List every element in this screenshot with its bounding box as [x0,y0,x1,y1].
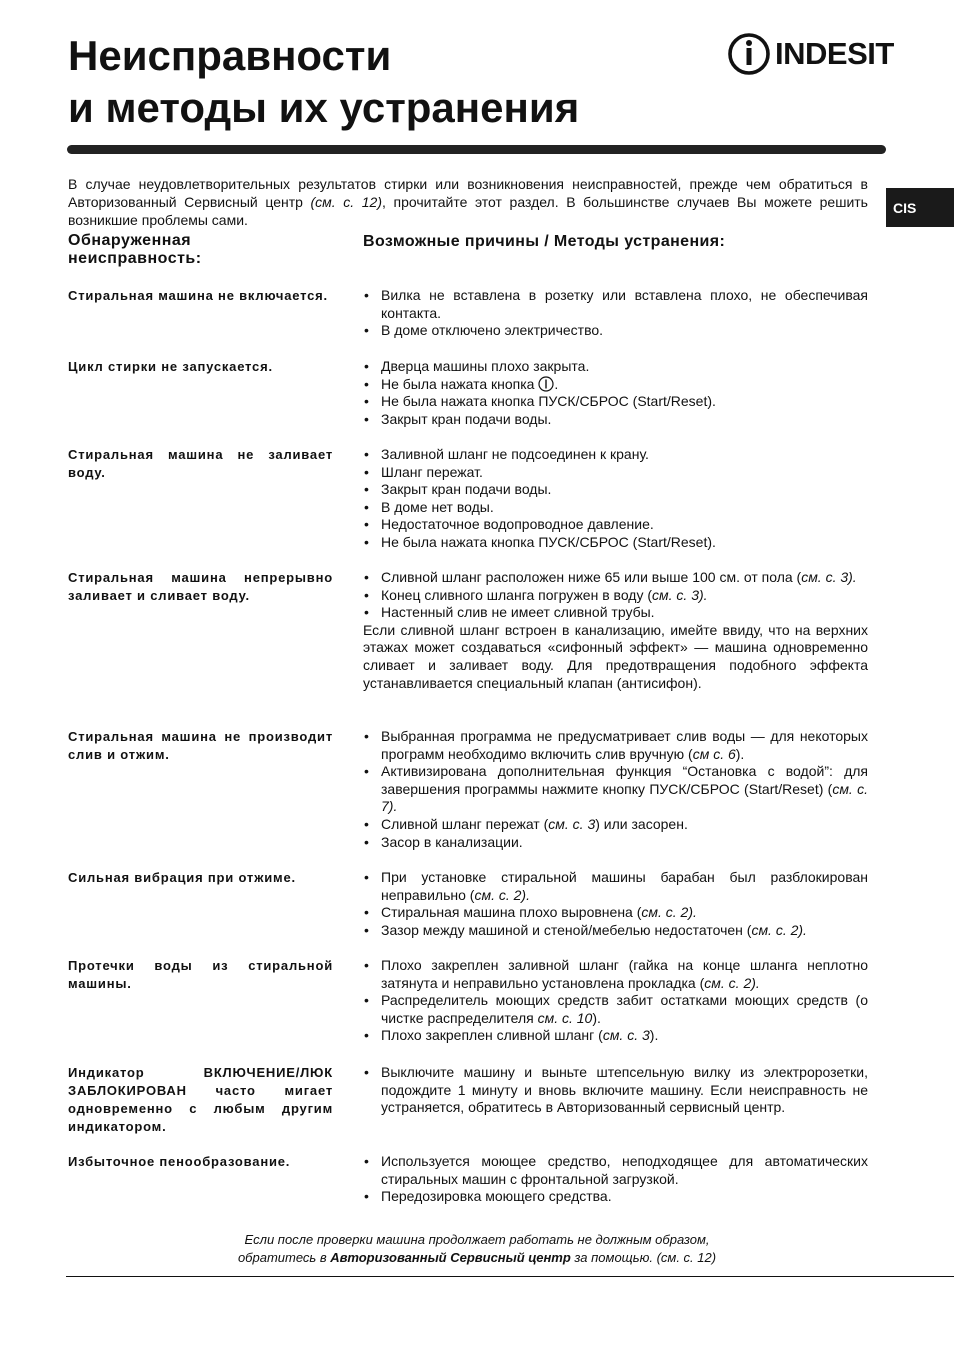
cause-text: Закрыт кран подачи воды. [381,481,552,498]
cause-text: Дверца машины плохо закрыта. [381,358,590,374]
cause-text: Вилка не вставлена в розетку или вставлена плохо, не обеспечивая контакта. [381,287,868,321]
causes-list [363,1064,868,1117]
cause-text-end: ). [649,1027,659,1044]
cause-reference: см. с. 2). [751,921,807,938]
cause-text: Выключите машину и выньте штепсельную вилку из электророзетки, подождите 1 минуту и вновь включите машину. Если неисправность не устраняется, обратитесь в Авторизованный сервисный центр. [381,1064,868,1116]
cause-item [363,728,868,763]
cause-text: Активизирована дополнительная функция “Остановка с водой”: для завершения программы нажмите кнопку ПУСК/СБРОС (Start/Reset) ( [381,763,868,797]
cause-text: Не была нажата кнопка ПУСК/СБРОС (Start/Reset). [381,533,716,550]
cause-item [363,957,868,992]
cause-item [363,287,868,322]
cause-text: Сливной шланг пережат ( [381,815,549,832]
footer-note-text: обратитесь в [237,1250,331,1265]
cause-text: Закрыт кран подачи воды. [381,410,552,427]
intro-text-1: В случае неудовлетворительных результатов стирки или возникновения неисправностей, прежде чем обратиться в Авторизованный Сервисный центр [68,176,868,210]
cause-item [363,604,868,622]
title-line-1: Неисправности [68,32,392,79]
cause-reference: см. с. 3 [602,1027,650,1044]
cause-reference: см. с. 2). [474,886,530,903]
intro-paragraph [68,175,868,229]
cause-item [363,834,868,852]
causes-list [363,287,868,340]
cause-text-end: ) или засорен. [595,815,688,832]
cause-text: В доме нет воды. [381,498,494,515]
problem-label: Цикл стирки не запускается. [68,359,273,374]
footer-divider [66,1276,954,1277]
page-title [68,30,579,134]
causes-list [363,569,868,692]
cause-text: Настенный слив не имеет сливной трубы. [381,604,655,621]
cause-item [363,534,868,552]
problem-label: Стиральная машина не заливает воду. [68,447,333,480]
cause-item [363,763,868,816]
problem-label: Стиральная машина не производит слив и отжим. [68,729,333,762]
brand-logo [727,32,894,76]
cause-reference: см. с. 3 [548,815,596,832]
cause-reference: см. с. 2). [641,904,697,921]
footer-note-line-1: Если после проверки машина продолжает работать не должным образом, [244,1232,710,1247]
title-line-2: и методы их устранения [68,84,580,131]
causes-list [363,446,868,552]
causes-list [363,358,868,428]
cause-text: Распределитель моющих средств забит остатками моющих средств (о чистке распределителя [381,992,868,1026]
causes-list [363,869,868,939]
footer-note [120,1231,834,1267]
footer-note-service-center: Авторизованный Сервисный центр [330,1250,571,1265]
causes-list [363,957,868,1045]
cause-item [363,1153,868,1188]
cause-text: Заливной шланг не подсоединен к крану. [381,446,649,462]
cause-item [363,358,868,376]
causes-column-header: Возможные причины / Методы устранения: [363,233,726,250]
cause-item [363,376,868,394]
cause-text: В доме отключено электричество. [381,322,604,339]
indesit-logo-icon [727,32,771,76]
cause-item [363,569,868,587]
problem-label: Индикатор ВКЛЮЧЕНИЕ/ЛЮК ЗАБЛОКИРОВАН часто мигает одновременно с любым другим индикатором. [68,1065,333,1134]
cause-text-end: . [554,375,559,392]
cause-item [363,499,868,517]
intro-reference: (см. с. 12) [310,194,382,210]
cause-text: Сливной шланг расположен ниже 65 или выше 100 см. от пола ( [381,569,802,585]
cause-text: Если сливной шланг встроен в канализацию, имейте ввиду, что на верхних этажах может создаваться «сифонный эффект» — машина одновременно сливает и заливает воду. Для предотвращения подобного эффекта устанавливается специальный клапан (антисифон). [363,621,868,691]
cause-item [363,322,868,340]
causes-list [363,1153,868,1206]
cause-item [363,587,868,605]
cause-text: Плохо закреплен сливной шланг ( [381,1027,603,1044]
cause-item [363,393,868,411]
footer-note-line-2 [120,1249,834,1267]
causes-list [363,728,868,851]
cause-reference: см. с. 3). [801,569,857,585]
cause-text: Передозировка моющего средства. [381,1188,612,1205]
language-tab: CIS [886,188,954,227]
power-icon [538,376,554,392]
cause-item [363,904,868,922]
footer-note-reference: за помощью. (см. с. 12) [570,1250,717,1265]
problem-label: Сильная вибрация при отжиме. [68,870,296,885]
cause-text: Конец сливного шланга погружен в воду ( [381,586,653,603]
title-divider [67,145,886,154]
cause-text: Засор в канализации. [381,833,523,850]
cause-reference: см. с. 10 [537,1009,593,1026]
intro-text-2: , прочитайте этот раздел. В большинстве случаев Вы можете решить возникшие проблемы сами. [68,194,868,228]
cause-item [363,922,868,940]
cause-item [363,816,868,834]
cause-item [363,446,868,464]
cause-text: Стиральная машина плохо выровнена ( [381,904,642,921]
cause-item [363,516,868,534]
cause-text: Не была нажата кнопка ПУСК/СБРОС (Start/Reset). [381,393,716,410]
cause-text-end: ). [592,1009,601,1026]
problem-column-header: Обнаруженная неисправность: [68,232,202,267]
cause-text: Плохо закреплен заливной шланг (гайка на конце шланга неплотно затянута и неправильно установлена прокладка ( [381,957,868,991]
cause-item [363,1064,868,1117]
cause-item [363,869,868,904]
problem-label: Протечки воды из стиральной машины. [68,958,333,991]
cause-item [363,411,868,429]
cause-item [363,464,868,482]
brand-name: INDESIT [775,36,894,71]
cause-text: Шланг пережат. [381,463,483,480]
cause-reference: см. с. 7). [381,780,868,815]
cause-item [363,1027,868,1045]
problem-label: Стиральная машина не включается. [68,288,328,303]
cause-reference: см. с. 3). [652,586,708,603]
cause-item [363,992,868,1027]
cause-text: При установке стиральной машины барабан был разблокирован неправильно ( [381,869,868,903]
cause-paragraph [363,622,868,692]
cause-text: Используется моющее средство, неподходящее для автоматических стиральных машин с фронтальной загрузкой. [381,1153,868,1187]
cause-text: Выбранная программа не предусматривает слив воды — для некоторых программ необходимо включить слив вручную ( [381,728,868,762]
cause-item [363,1188,868,1206]
cause-reference: см с. 6 [692,745,736,762]
cause-text: Не была нажата кнопка [381,375,539,392]
cause-reference: см. с. 2). [704,974,760,991]
cause-text-end: ). [735,745,745,762]
cause-text: Зазор между машиной и стеной/мебелью недостаточен ( [381,921,752,938]
cause-text: Недостаточное водопроводное давление. [381,516,654,533]
problem-label: Избыточное пенообразование. [68,1154,291,1169]
cause-item [363,481,868,499]
problem-label: Стиральная машина непрерывно заливает и сливает воду. [68,570,333,603]
